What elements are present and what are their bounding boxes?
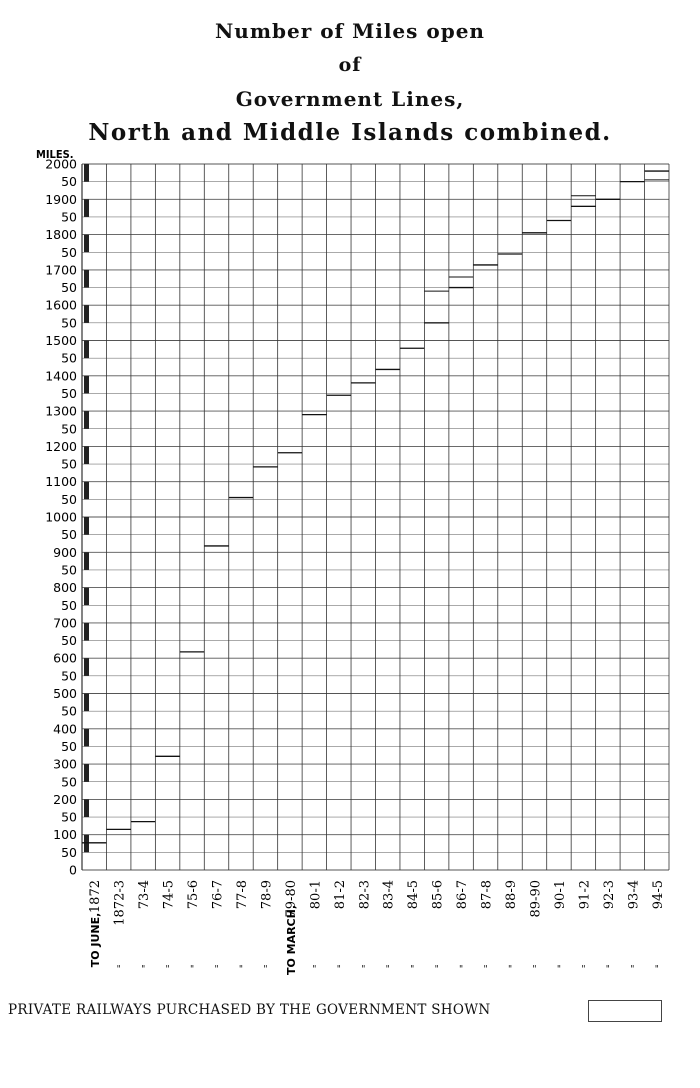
- scale-strip-segment: [84, 835, 89, 853]
- ditto-mark: ": [238, 965, 244, 975]
- ditto-mark: ": [605, 965, 610, 975]
- scale-strip-segment: [84, 552, 89, 570]
- bar: [523, 233, 546, 870]
- bar: [327, 395, 350, 870]
- ditto-mark: ": [630, 965, 635, 975]
- y-tick-label: 50: [61, 597, 77, 613]
- x-tick-label: 1872-3: [112, 880, 128, 926]
- x-tick-label: 74-5: [161, 880, 177, 910]
- y-tick-label: 1100: [45, 474, 77, 490]
- bar: [156, 756, 179, 870]
- y-tick-label: 50: [61, 491, 77, 507]
- y-tick-label: 1900: [45, 191, 77, 207]
- y-tick-label: 50: [61, 562, 77, 578]
- x-tick-label: 87-8: [479, 880, 495, 910]
- ditto-mark: ": [459, 965, 464, 975]
- bar: [400, 348, 423, 870]
- y-tick-label: 50: [61, 315, 77, 331]
- x-tick-label: 86-7: [455, 880, 471, 910]
- y-tick-label: 50: [61, 174, 77, 190]
- bar: [449, 288, 472, 870]
- bar: [352, 383, 375, 870]
- y-tick-label: 700: [53, 615, 77, 631]
- x-tick-label: 78-9: [259, 880, 275, 910]
- y-tick-label: 300: [53, 756, 77, 772]
- y-tick-label: 50: [61, 421, 77, 437]
- y-tick-label: 50: [61, 244, 77, 260]
- x-tick-label: 1872: [88, 880, 104, 914]
- ditto-mark: ": [532, 965, 537, 975]
- x-tick-label: 73-4: [137, 880, 153, 910]
- y-tick-label: 50: [61, 209, 77, 225]
- y-tick-label: 1000: [45, 509, 77, 525]
- bar: [180, 652, 203, 870]
- ditto-mark: ": [214, 965, 219, 975]
- scale-strip-segment: [84, 588, 89, 606]
- y-tick-label: 1500: [45, 333, 77, 348]
- x-tick-label: 84-5: [406, 880, 422, 910]
- y-tick-label: 1700: [45, 262, 77, 278]
- y-tick-label: 900: [53, 544, 77, 560]
- x-tick-label: 82-3: [357, 880, 373, 910]
- x-tick-prefix: TO JUNE,: [89, 912, 103, 968]
- y-axis-label: MILES.: [36, 148, 74, 161]
- ditto-mark: ": [312, 965, 317, 975]
- x-tick-label: 83-4: [381, 880, 397, 910]
- y-tick-label: 50: [61, 774, 77, 790]
- y-tick-label: 1200: [45, 438, 77, 454]
- y-tick-label: 0: [69, 862, 77, 878]
- y-tick-label: 1600: [45, 297, 77, 313]
- bar: [621, 182, 644, 870]
- x-tick-label: 77-8: [234, 880, 250, 910]
- scale-strip-segment: [84, 623, 89, 641]
- ditto-mark: ": [410, 965, 415, 975]
- scale-strip-segment: [84, 658, 89, 676]
- legend: [8, 1000, 668, 1024]
- y-tick-label: 1300: [45, 403, 77, 419]
- y-tick-label: 400: [53, 721, 77, 737]
- bar: [107, 829, 130, 870]
- title-line-2: of: [338, 54, 362, 76]
- y-tick-label: 50: [61, 350, 77, 366]
- x-tick-label: 79-80: [283, 880, 299, 918]
- y-tick-label: 50: [61, 738, 77, 754]
- bar: [205, 546, 228, 870]
- scale-strip-segment: [84, 164, 89, 182]
- y-tick-label: 50: [61, 844, 77, 860]
- y-tick-label: 50: [61, 703, 77, 719]
- y-tick-label: 50: [61, 280, 77, 296]
- bar: [425, 323, 448, 870]
- title-line-3: Government Lines,: [235, 87, 465, 111]
- scale-strip-segment: [84, 235, 89, 253]
- y-tick-label: 50: [61, 809, 77, 825]
- y-tick-label: 800: [53, 580, 77, 596]
- y-tick-label: 1800: [45, 227, 77, 243]
- bar: [498, 254, 521, 870]
- x-tick-label: 81-2: [332, 880, 348, 910]
- x-tick-label: 89-90: [528, 880, 544, 918]
- ditto-mark: ": [116, 965, 121, 975]
- ditto-mark: ": [189, 965, 195, 975]
- y-tick-label: 1400: [45, 368, 77, 384]
- bar: [474, 265, 497, 870]
- y-tick-label: 500: [53, 686, 77, 701]
- scale-strip-segment: [84, 411, 89, 429]
- y-tick-label: 50: [61, 456, 77, 472]
- bar: [229, 498, 252, 870]
- ditto-mark: ": [165, 965, 170, 975]
- x-tick-prefix: TO MARCH,: [284, 904, 298, 976]
- y-tick-label: 50: [61, 668, 77, 684]
- ditto-mark: ": [141, 965, 146, 975]
- y-tick-label: 50: [61, 527, 77, 543]
- x-tick-label: 85-6: [430, 880, 446, 910]
- x-tick-label: 76-7: [210, 880, 226, 910]
- ditto-mark: ": [507, 965, 513, 975]
- x-tick-label: 92-3: [601, 880, 617, 910]
- ditto-mark: ": [263, 965, 268, 975]
- ditto-mark: ": [483, 965, 488, 975]
- scale-strip-segment: [84, 446, 89, 464]
- x-tick-label: 80-1: [308, 880, 324, 910]
- scale-strip-segment: [84, 376, 89, 394]
- x-tick-label: 75-6: [186, 880, 202, 910]
- ditto-mark: ": [556, 965, 562, 975]
- scale-strip-segment: [84, 517, 89, 535]
- bar: [131, 822, 154, 870]
- scale-strip-segment: [84, 729, 89, 747]
- legend-swatch-private-railways: [588, 1000, 662, 1022]
- bar: [547, 220, 570, 870]
- ditto-mark: ": [385, 965, 390, 975]
- bar: [278, 453, 301, 870]
- y-tick-label: 200: [53, 791, 77, 807]
- x-tick-label: 90-1: [552, 880, 568, 910]
- title-line-4: North and Middle Islands combined.: [88, 119, 612, 146]
- ditto-mark: ": [581, 965, 586, 975]
- legend-text: PRIVATE RAILWAYS PURCHASED BY THE GOVERNMENT SHOWN: [8, 1002, 491, 1018]
- ditto-mark: ": [336, 965, 341, 975]
- ditto-mark: ": [654, 965, 659, 975]
- x-tick-label: 91-2: [577, 880, 593, 910]
- y-tick-label: 100: [53, 827, 77, 843]
- scale-strip-segment: [84, 764, 89, 782]
- scale-strip-segment: [84, 799, 89, 817]
- y-tick-label: 2000: [45, 156, 77, 172]
- scale-strip-segment: [84, 694, 89, 712]
- x-tick-label: 94-5: [650, 880, 666, 910]
- title-line-1: Number of Miles open: [215, 19, 485, 43]
- ditto-mark: ": [361, 965, 366, 975]
- y-tick-label: 50: [61, 633, 77, 649]
- ditto-mark: ": [434, 965, 439, 975]
- x-tick-label: 93-4: [626, 880, 642, 910]
- scale-strip-segment: [84, 199, 89, 217]
- bar: [303, 415, 326, 870]
- y-tick-label: 600: [53, 650, 77, 666]
- scale-strip-segment: [84, 341, 89, 359]
- bar: [254, 467, 277, 870]
- scale-strip-segment: [84, 305, 89, 323]
- bar: [376, 369, 399, 870]
- scale-strip-segment: [84, 270, 89, 288]
- scale-strip-segment: [84, 482, 89, 500]
- bar: [572, 206, 595, 870]
- y-tick-label: 50: [61, 385, 77, 401]
- bar: [645, 171, 668, 870]
- x-tick-label: 88-9: [504, 880, 520, 910]
